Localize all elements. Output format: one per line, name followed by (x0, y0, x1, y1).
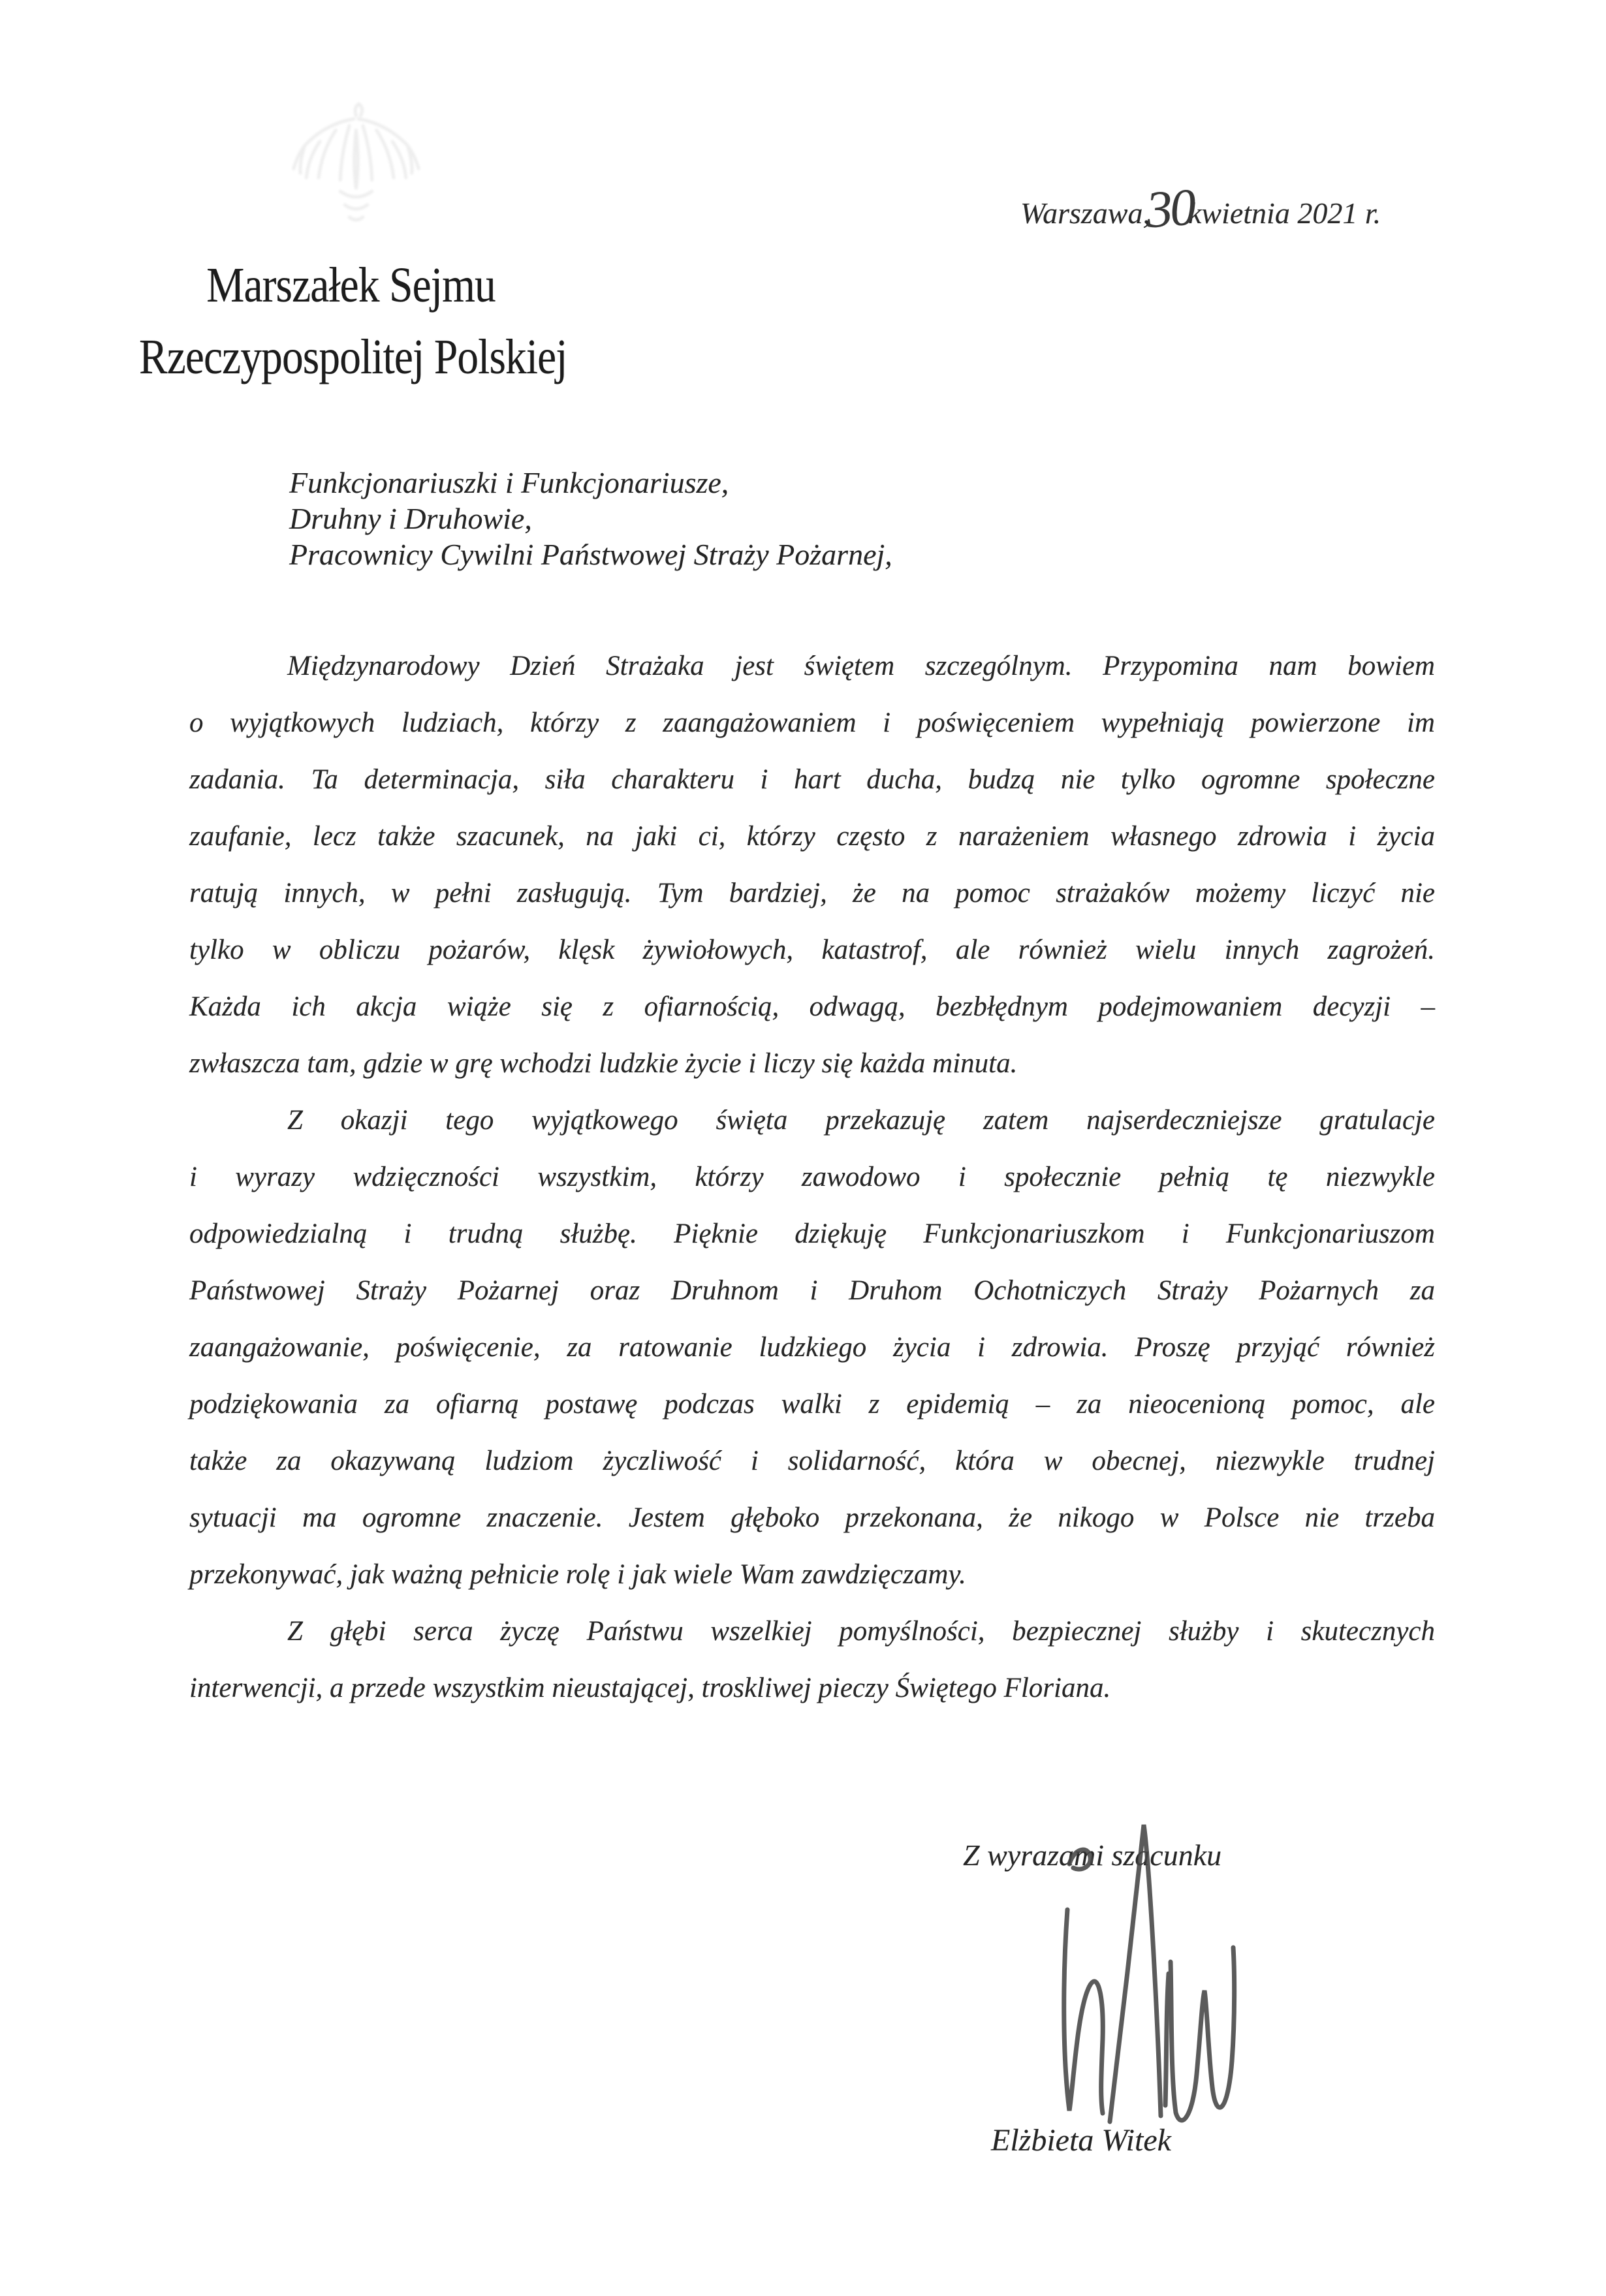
body-text-line: Z głębi serca życzę Państwu wszelkiej pomyślności, bezpiecznej służby i skutecznych (287, 1616, 1435, 1647)
valediction: Z wyrazami szacunku (963, 1838, 1222, 1872)
body-text-line: zwłaszcza tam, gdzie w grę wchodzi ludzkie życie i liczy się każda minuta. (189, 1048, 1018, 1079)
body-text-line: Z okazji tego wyjątkowego święta przekazuję zatem najserdeczniejsze gratulacje (287, 1105, 1435, 1136)
body-text-line: ratują innych, w pełni zasługują. Tym bardziej, że na pomoc strażaków możemy liczyć nie (189, 878, 1435, 908)
body-text-line: odpowiedzialną i trudną służbę. Pięknie dziękuję Funkcjonariuszkom i Funkcjonariuszom (189, 1218, 1435, 1249)
sender-title-line-2: Rzeczypospolitej Polskiej (139, 330, 567, 384)
body-text-line: przekonywać, jak ważną pełnicie rolę i jak wiele Wam zawdzięczamy. (189, 1559, 966, 1590)
body-text-line: Międzynarodowy Dzień Strażaka jest świętem szczególnym. Przypomina nam bowiem (287, 651, 1435, 681)
sender-block (139, 249, 567, 393)
polish-eagle-watermark-icon (286, 98, 426, 235)
body-text-line: zadania. Ta determinacja, siła charakteru i hart ducha, budzą nie tylko ogromne społeczne (189, 764, 1435, 795)
body-text-line: i wyrazy wdzięczności wszystkim, którzy zawodowo i społecznie pełnią tę niezwykle (189, 1162, 1435, 1192)
sender-title-line-1: Marszałek Sejmu (206, 258, 496, 313)
salutation-line: Druhny i Druhowie, (289, 502, 532, 535)
body-text-line: sytuacji ma ogromne znaczenie. Jestem głęboko przekonana, że nikogo w Polsce nie trzeba (189, 1502, 1435, 1533)
body-text-line: Państwowej Straży Pożarnej oraz Druhnom i Druhom Ochotniczych Straży Pożarnych za (189, 1275, 1435, 1306)
body-text-line: zaangażowanie, poświęcenie, za ratowanie ludzkiego życia i zdrowia. Proszę przyjąć również (189, 1332, 1435, 1363)
body-text-line: Każda ich akcja wiąże się z ofiarnością, odwagą, bezbłędnym podejmowaniem decyzji – (189, 991, 1435, 1022)
date-city: Warszawa, (1020, 196, 1150, 230)
salutation-block (289, 465, 892, 572)
handwritten-day: 30 (1144, 178, 1195, 240)
salutation-line: Pracownicy Cywilni Państwowej Straży Pożarnej, (289, 538, 892, 571)
body-text-line: tylko w obliczu pożarów, klęsk żywiołowych, katastrof, ale również wielu innych zagrożeń. (189, 935, 1435, 965)
body-text-line: interwencji, a przede wszystkim nieustającej, troskliwej pieczy Świętego Floriana. (189, 1673, 1111, 1703)
body-text-line: o wyjątkowych ludziach, którzy z zaangażowaniem i poświęceniem wypełniają powierzone im (189, 707, 1435, 738)
body-text-line: zaufanie, lecz także szacunek, na jaki ci, którzy często z narażeniem własnego zdrowia i życia (189, 821, 1435, 852)
salutation-line: Funkcjonariuszki i Funkcjonariusze, (289, 466, 729, 499)
letter-body (189, 638, 1435, 1716)
handwritten-signature-ink (1031, 1799, 1253, 2138)
signatory-name: Elżbieta Witek (991, 2123, 1171, 2158)
body-text-line: podziękowania za ofiarną postawę podczas walki z epidemią – za nieocenioną pomoc, ale (189, 1389, 1435, 1419)
date-rest: kwietnia 2021 r. (1188, 196, 1381, 230)
body-text-line: także za okazywaną ludziom życzliwość i solidarność, która w obecnej, niezwykle trudnej (189, 1446, 1435, 1476)
date-line (1020, 178, 1381, 240)
